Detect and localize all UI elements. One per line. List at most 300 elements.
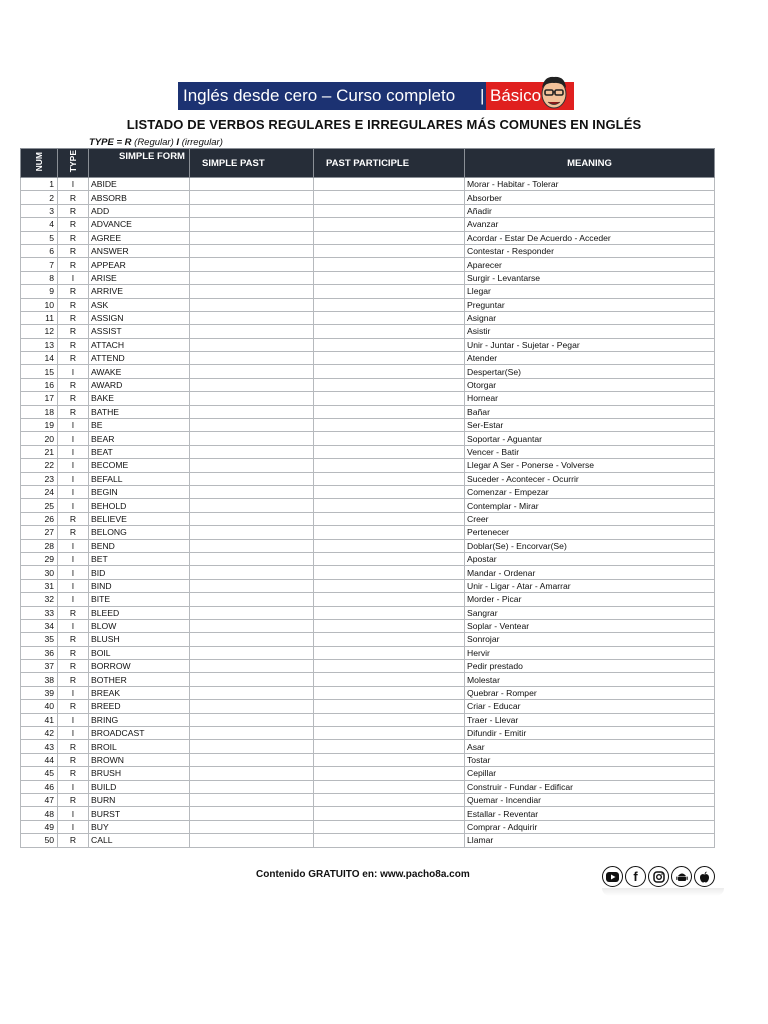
table-row — [21, 191, 715, 204]
cell-past-participle — [314, 378, 465, 391]
cell-type: I — [58, 472, 89, 485]
cell-meaning: Contemplar - Mirar — [465, 499, 715, 512]
cell-simple-past — [190, 432, 314, 445]
cell-num: 19 — [21, 419, 58, 432]
cell-meaning: Asar — [465, 740, 715, 753]
cell-meaning: Molestar — [465, 673, 715, 686]
cell-num: 12 — [21, 325, 58, 338]
cell-past-participle — [314, 686, 465, 699]
cell-type: R — [58, 646, 89, 659]
cell-num: 27 — [21, 526, 58, 539]
cell-simple-past — [190, 392, 314, 405]
apple-icon[interactable] — [694, 866, 715, 887]
cell-num: 25 — [21, 499, 58, 512]
cell-type: I — [58, 365, 89, 378]
cell-past-participle — [314, 271, 465, 284]
cell-simple-past — [190, 191, 314, 204]
cell-past-participle — [314, 218, 465, 231]
table-row — [21, 231, 715, 244]
table-row — [21, 552, 715, 565]
cell-simple-past — [190, 472, 314, 485]
cell-type: I — [58, 178, 89, 191]
cell-simple-past — [190, 218, 314, 231]
youtube-icon[interactable] — [602, 866, 623, 887]
cell-type: I — [58, 593, 89, 606]
cell-num: 1 — [21, 178, 58, 191]
cell-simple-form: BRING — [89, 713, 190, 726]
cell-simple-past — [190, 593, 314, 606]
cell-meaning: Tostar — [465, 753, 715, 766]
cell-simple-form: BROIL — [89, 740, 190, 753]
cell-type: R — [58, 512, 89, 525]
header-simple-past: SIMPLE PAST — [190, 149, 314, 178]
cell-simple-past — [190, 619, 314, 632]
cell-type: I — [58, 619, 89, 632]
cell-simple-past — [190, 365, 314, 378]
cell-simple-past — [190, 338, 314, 351]
cell-simple-form: BITE — [89, 593, 190, 606]
cell-simple-past — [190, 646, 314, 659]
cell-simple-form: BRUSH — [89, 767, 190, 780]
cell-meaning: Difundir - Emitir — [465, 727, 715, 740]
cell-num: 45 — [21, 767, 58, 780]
cell-simple-form: BATHE — [89, 405, 190, 418]
cell-simple-past — [190, 204, 314, 217]
android-icon[interactable] — [671, 866, 692, 887]
cell-meaning: Añadir — [465, 204, 715, 217]
cell-simple-past — [190, 244, 314, 257]
table-row — [21, 218, 715, 231]
cell-simple-form: ADD — [89, 204, 190, 217]
cell-type: I — [58, 820, 89, 833]
cell-num: 4 — [21, 218, 58, 231]
cell-past-participle — [314, 753, 465, 766]
cell-num: 13 — [21, 338, 58, 351]
cell-type: R — [58, 740, 89, 753]
cell-type: I — [58, 727, 89, 740]
cell-type: I — [58, 566, 89, 579]
cell-past-participle — [314, 405, 465, 418]
cell-past-participle — [314, 660, 465, 673]
cell-type: I — [58, 713, 89, 726]
cell-num: 8 — [21, 271, 58, 284]
cell-simple-past — [190, 325, 314, 338]
table-row — [21, 566, 715, 579]
cell-simple-past — [190, 459, 314, 472]
cell-simple-form: ANSWER — [89, 244, 190, 257]
table-row — [21, 485, 715, 498]
cell-type: R — [58, 633, 89, 646]
cell-type: I — [58, 579, 89, 592]
cell-simple-past — [190, 834, 314, 847]
cell-past-participle — [314, 338, 465, 351]
header-num: NUM — [21, 149, 58, 178]
cell-past-participle — [314, 244, 465, 257]
table-row — [21, 727, 715, 740]
cell-num: 9 — [21, 285, 58, 298]
cell-meaning: Suceder - Acontecer - Ocurrir — [465, 472, 715, 485]
cell-num: 35 — [21, 633, 58, 646]
cell-past-participle — [314, 566, 465, 579]
table-row — [21, 445, 715, 458]
type-legend-label: TYPE = — [89, 137, 125, 148]
cell-meaning: Creer — [465, 512, 715, 525]
cell-meaning: Hornear — [465, 392, 715, 405]
cell-simple-form: BEFALL — [89, 472, 190, 485]
cell-simple-form: BOTHER — [89, 673, 190, 686]
cell-type: I — [58, 432, 89, 445]
cell-num: 46 — [21, 780, 58, 793]
cell-simple-past — [190, 539, 314, 552]
cell-num: 43 — [21, 740, 58, 753]
cell-num: 28 — [21, 539, 58, 552]
cell-num: 29 — [21, 552, 58, 565]
cell-simple-form: BREED — [89, 700, 190, 713]
cell-type: R — [58, 204, 89, 217]
cell-simple-form: BREAK — [89, 686, 190, 699]
cell-simple-form: BROWN — [89, 753, 190, 766]
cell-meaning: Atender — [465, 352, 715, 365]
cell-past-participle — [314, 512, 465, 525]
cell-num: 16 — [21, 378, 58, 391]
table-row — [21, 365, 715, 378]
cell-type: I — [58, 807, 89, 820]
table-row — [21, 780, 715, 793]
cell-meaning: Llamar — [465, 834, 715, 847]
cell-simple-form: BEAT — [89, 445, 190, 458]
cell-type: I — [58, 485, 89, 498]
cell-meaning: Sonrojar — [465, 633, 715, 646]
cell-type: R — [58, 767, 89, 780]
table-row — [21, 820, 715, 833]
table-row — [21, 325, 715, 338]
type-legend — [89, 137, 223, 148]
cell-simple-form: BUY — [89, 820, 190, 833]
cell-simple-past — [190, 271, 314, 284]
cell-meaning: Pedir prestado — [465, 660, 715, 673]
cell-simple-form: ARRIVE — [89, 285, 190, 298]
table-row — [21, 271, 715, 284]
cell-simple-form: BEND — [89, 539, 190, 552]
cell-simple-past — [190, 526, 314, 539]
cell-type: R — [58, 285, 89, 298]
banner-separator: | — [480, 82, 486, 110]
type-legend-i-desc: (irregular) — [181, 137, 223, 148]
header-meaning: MEANING — [465, 149, 715, 178]
cell-simple-form: ABIDE — [89, 178, 190, 191]
cell-simple-form: ABSORB — [89, 191, 190, 204]
cell-past-participle — [314, 646, 465, 659]
cell-num: 21 — [21, 445, 58, 458]
cell-num: 2 — [21, 191, 58, 204]
cell-simple-form: BELONG — [89, 526, 190, 539]
cell-num: 48 — [21, 807, 58, 820]
cell-meaning: Traer - Llevar — [465, 713, 715, 726]
cell-type: I — [58, 459, 89, 472]
cell-num: 20 — [21, 432, 58, 445]
cell-past-participle — [314, 485, 465, 498]
type-legend-i: I — [176, 137, 180, 148]
table-row — [21, 700, 715, 713]
cell-type: R — [58, 793, 89, 806]
cell-meaning: Despertar(Se) — [465, 365, 715, 378]
cell-num: 34 — [21, 619, 58, 632]
table-row — [21, 673, 715, 686]
cell-simple-past — [190, 485, 314, 498]
cell-num: 41 — [21, 713, 58, 726]
cell-past-participle — [314, 311, 465, 324]
header-past-participle: PAST PARTICIPLE — [314, 149, 465, 178]
cell-meaning: Sangrar — [465, 606, 715, 619]
table-row — [21, 432, 715, 445]
table-row — [21, 244, 715, 257]
table-row — [21, 298, 715, 311]
cell-simple-form: ASSIGN — [89, 311, 190, 324]
cell-past-participle — [314, 459, 465, 472]
table-row — [21, 311, 715, 324]
cell-simple-past — [190, 499, 314, 512]
cell-num: 38 — [21, 673, 58, 686]
cell-type: R — [58, 753, 89, 766]
cell-past-participle — [314, 713, 465, 726]
table-row — [21, 713, 715, 726]
cell-meaning: Quebrar - Romper — [465, 686, 715, 699]
table-row — [21, 753, 715, 766]
cell-simple-form: ARISE — [89, 271, 190, 284]
cell-past-participle — [314, 539, 465, 552]
cell-simple-form: BEGIN — [89, 485, 190, 498]
table-row — [21, 499, 715, 512]
cell-simple-past — [190, 231, 314, 244]
cell-past-participle — [314, 258, 465, 271]
cell-meaning: Aparecer — [465, 258, 715, 271]
cell-meaning: Asistir — [465, 325, 715, 338]
social-icons-reflection — [602, 888, 724, 896]
cell-past-participle — [314, 593, 465, 606]
cell-type: R — [58, 405, 89, 418]
cell-simple-past — [190, 285, 314, 298]
cell-num: 39 — [21, 686, 58, 699]
cell-num: 23 — [21, 472, 58, 485]
cell-simple-form: BAKE — [89, 392, 190, 405]
cell-type: R — [58, 218, 89, 231]
cell-num: 32 — [21, 593, 58, 606]
cell-num: 31 — [21, 579, 58, 592]
table-row — [21, 419, 715, 432]
cell-simple-past — [190, 512, 314, 525]
cell-past-participle — [314, 633, 465, 646]
cell-simple-form: AWARD — [89, 378, 190, 391]
cell-num: 26 — [21, 512, 58, 525]
cell-past-participle — [314, 807, 465, 820]
cell-type: R — [58, 392, 89, 405]
cell-simple-form: CALL — [89, 834, 190, 847]
cell-simple-past — [190, 579, 314, 592]
cell-simple-form: ASSIST — [89, 325, 190, 338]
cell-type: R — [58, 700, 89, 713]
cell-num: 6 — [21, 244, 58, 257]
cell-meaning: Morder - Picar — [465, 593, 715, 606]
cell-type: I — [58, 552, 89, 565]
cell-simple-form: BE — [89, 419, 190, 432]
cell-simple-past — [190, 378, 314, 391]
cell-num: 5 — [21, 231, 58, 244]
cell-type: R — [58, 673, 89, 686]
cell-type: R — [58, 311, 89, 324]
cell-meaning: Estallar - Reventar — [465, 807, 715, 820]
document-title: LISTADO DE VERBOS REGULARES E IRREGULARES MÁS COMUNES EN INGLÉS — [126, 117, 642, 132]
cell-simple-form: BURN — [89, 793, 190, 806]
cell-num: 50 — [21, 834, 58, 847]
cell-num: 17 — [21, 392, 58, 405]
cell-simple-past — [190, 793, 314, 806]
cell-past-participle — [314, 285, 465, 298]
cell-past-participle — [314, 392, 465, 405]
cell-simple-past — [190, 633, 314, 646]
cell-past-participle — [314, 472, 465, 485]
cell-past-participle — [314, 499, 465, 512]
table-row — [21, 767, 715, 780]
cell-meaning: Unir - Juntar - Sujetar - Pegar — [465, 338, 715, 351]
table-row — [21, 178, 715, 191]
cell-simple-past — [190, 311, 314, 324]
cell-meaning: Construir - Fundar - Edificar — [465, 780, 715, 793]
cell-num: 42 — [21, 727, 58, 740]
cell-past-participle — [314, 727, 465, 740]
cell-num: 10 — [21, 298, 58, 311]
cell-type: R — [58, 244, 89, 257]
cell-num: 37 — [21, 660, 58, 673]
cell-simple-past — [190, 713, 314, 726]
table-row — [21, 660, 715, 673]
course-banner — [178, 82, 574, 110]
cell-simple-past — [190, 178, 314, 191]
cell-past-participle — [314, 298, 465, 311]
table-row — [21, 526, 715, 539]
cell-num: 49 — [21, 820, 58, 833]
cell-simple-form: BURST — [89, 807, 190, 820]
cell-past-participle — [314, 204, 465, 217]
cell-num: 7 — [21, 258, 58, 271]
cell-type: R — [58, 526, 89, 539]
cell-simple-form: BOIL — [89, 646, 190, 659]
cell-num: 14 — [21, 352, 58, 365]
cell-meaning: Comprar - Adquirir — [465, 820, 715, 833]
table-row — [21, 633, 715, 646]
cell-num: 44 — [21, 753, 58, 766]
cell-simple-past — [190, 445, 314, 458]
cell-meaning: Cepillar — [465, 767, 715, 780]
banner-level: Básico — [486, 82, 574, 110]
cell-type: R — [58, 834, 89, 847]
cell-num: 40 — [21, 700, 58, 713]
cell-meaning: Contestar - Responder — [465, 244, 715, 257]
cell-type: R — [58, 378, 89, 391]
cell-num: 11 — [21, 311, 58, 324]
cell-simple-past — [190, 352, 314, 365]
cell-past-participle — [314, 231, 465, 244]
cell-num: 30 — [21, 566, 58, 579]
cell-simple-past — [190, 700, 314, 713]
cell-past-participle — [314, 365, 465, 378]
cell-type: I — [58, 445, 89, 458]
cell-meaning: Soplar - Ventear — [465, 619, 715, 632]
cell-num: 18 — [21, 405, 58, 418]
cell-meaning: Hervir — [465, 646, 715, 659]
cell-type: I — [58, 539, 89, 552]
cell-meaning: Mandar - Ordenar — [465, 566, 715, 579]
table-row — [21, 392, 715, 405]
cell-past-participle — [314, 419, 465, 432]
cell-num: 33 — [21, 606, 58, 619]
cell-type: I — [58, 499, 89, 512]
table-row — [21, 378, 715, 391]
cell-past-participle — [314, 834, 465, 847]
cell-simple-form: ATTEND — [89, 352, 190, 365]
cell-type: R — [58, 325, 89, 338]
table-row — [21, 646, 715, 659]
cell-simple-form: ADVANCE — [89, 218, 190, 231]
instagram-icon[interactable] — [648, 866, 669, 887]
cell-simple-form: APPEAR — [89, 258, 190, 271]
cell-past-participle — [314, 191, 465, 204]
cell-meaning: Apostar — [465, 552, 715, 565]
cell-past-participle — [314, 352, 465, 365]
table-row — [21, 539, 715, 552]
cell-past-participle — [314, 325, 465, 338]
verbs-table — [20, 148, 715, 848]
cell-simple-past — [190, 566, 314, 579]
avatar-logo — [534, 72, 574, 112]
cell-type: R — [58, 298, 89, 311]
cell-type: R — [58, 660, 89, 673]
cell-past-participle — [314, 579, 465, 592]
cell-simple-past — [190, 686, 314, 699]
header-type: TYPE — [58, 149, 89, 178]
cell-meaning: Llegar — [465, 285, 715, 298]
cell-type: R — [58, 606, 89, 619]
cell-type: I — [58, 686, 89, 699]
cell-num: 36 — [21, 646, 58, 659]
cell-past-participle — [314, 619, 465, 632]
cell-simple-form: BLEED — [89, 606, 190, 619]
cell-simple-form: BUILD — [89, 780, 190, 793]
cell-simple-form: BIND — [89, 579, 190, 592]
cell-simple-form: BROADCAST — [89, 727, 190, 740]
cell-meaning: Otorgar — [465, 378, 715, 391]
cell-simple-past — [190, 807, 314, 820]
header-simple-form: SIMPLE FORM — [89, 149, 190, 178]
table-header-row — [21, 149, 715, 178]
cell-meaning: Surgir - Levantarse — [465, 271, 715, 284]
cell-simple-past — [190, 660, 314, 673]
facebook-icon[interactable]: f — [625, 866, 646, 887]
cell-meaning: Quemar - Incendiar — [465, 793, 715, 806]
table-row — [21, 686, 715, 699]
cell-simple-past — [190, 727, 314, 740]
cell-past-participle — [314, 552, 465, 565]
cell-type: R — [58, 258, 89, 271]
cell-meaning: Comenzar - Empezar — [465, 485, 715, 498]
table-row — [21, 512, 715, 525]
type-legend-r-desc: (Regular) — [134, 137, 174, 148]
cell-past-participle — [314, 606, 465, 619]
cell-simple-past — [190, 767, 314, 780]
cell-simple-past — [190, 673, 314, 686]
cell-meaning: Bañar — [465, 405, 715, 418]
cell-type: R — [58, 231, 89, 244]
cell-simple-form: BLOW — [89, 619, 190, 632]
